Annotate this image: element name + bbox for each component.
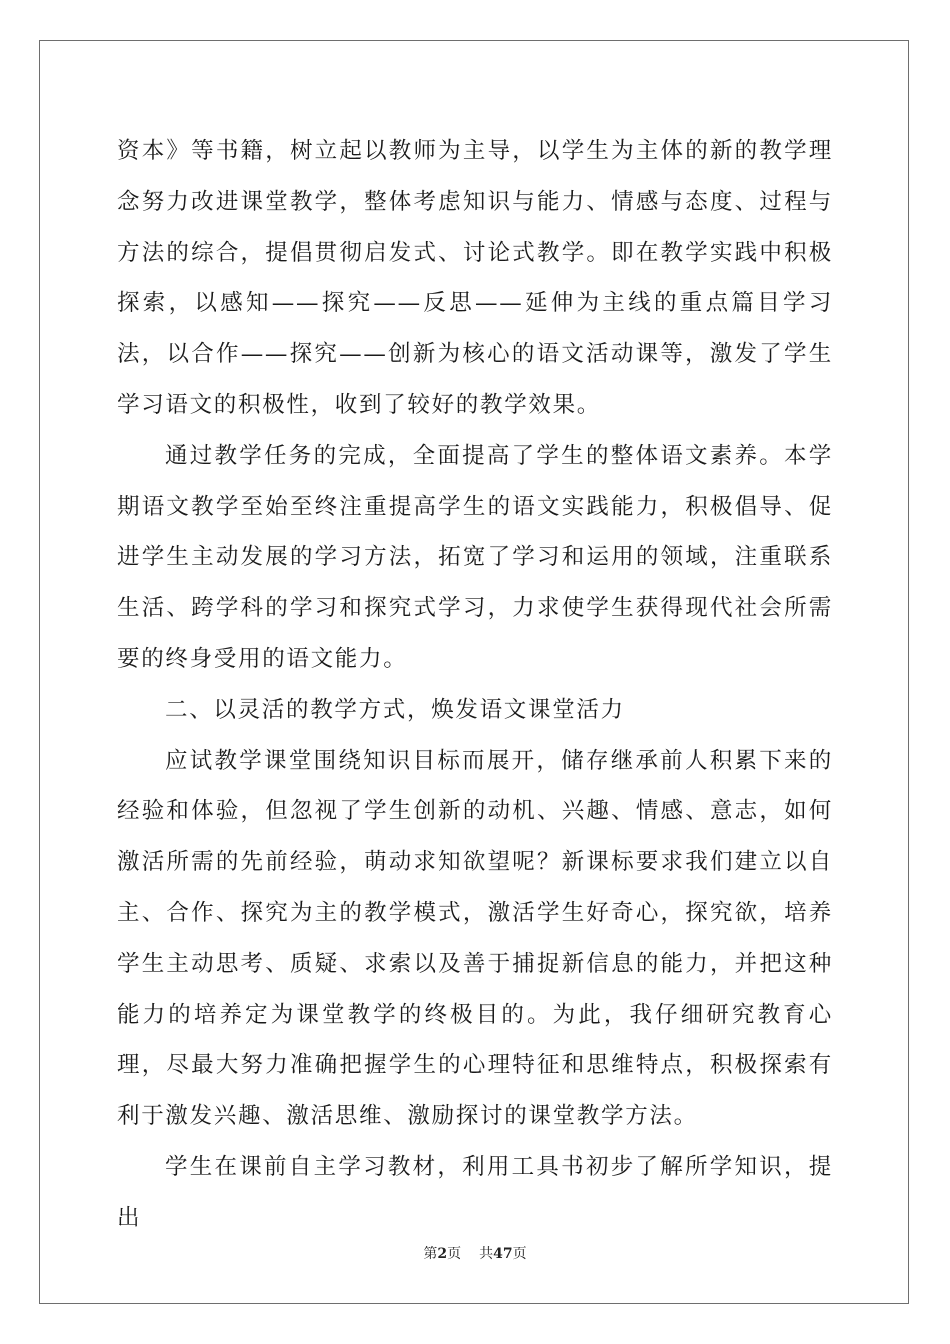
page-footer	[0, 1244, 950, 1264]
document-body	[117, 126, 833, 1244]
footer-total-prefix: 共	[479, 1246, 494, 1262]
paragraph-2: 通过教学任务的完成，全面提高了学生的整体语文素养。本学期语文教学至始至终注重提高学生的语文实践能力，积极倡导、促进学生主动发展的学习方法，拓宽了学习和运用的领域，注重联系生活、跨学科的学习和探究式学习，力求使学生获得现代社会所需要的终身受用的语文能力。	[117, 442, 833, 672]
footer-page-suffix: 页	[447, 1246, 462, 1262]
paragraph-3: 应试教学课堂围绕知识目标而展开，储存继承前人积累下来的经验和体验，但忽视了学生创新的动机、兴趣、情感、意志，如何激活所需的先前经验，萌动求知欲望呢？新课标要求我们建立以自主、合作、探究为主的教学模式，激活学生好奇心，探究欲，培养学生主动思考、质疑、求索以及善于捕捉新信息的能力，并把这种能力的培养定为课堂教学的终极目的。为此，我仔细研究教育心理，尽最大努力准确把握学生的心理特征和思维特点，积极探索有利于激发兴趣、激活思维、激励探讨的课堂教学方法。	[117, 747, 833, 1130]
section-heading: 二、以灵活的教学方式，焕发语文课堂活力	[165, 696, 625, 723]
footer-total-pages: 47	[493, 1246, 513, 1262]
footer-current-page: 2	[437, 1246, 448, 1262]
paragraph-4: 学生在课前自主学习教材，利用工具书初步了解所学知识，提出	[117, 1153, 833, 1231]
footer-total-suffix: 页	[512, 1246, 527, 1262]
footer-page-prefix: 第	[423, 1246, 438, 1262]
paragraph-1: 资本》等书籍，树立起以教师为主导，以学生为主体的新的教学理念努力改进课堂教学，整体考虑知识与能力、情感与态度、过程与方法的综合，提倡贯彻启发式、讨论式教学。即在教学实践中积极探索，以感知——探究——反思——延伸为主线的重点篇目学习法，以合作——探究——创新为核心的语文活动课等，激发了学生学习语文的积极性，收到了较好的教学效果。	[117, 138, 833, 418]
